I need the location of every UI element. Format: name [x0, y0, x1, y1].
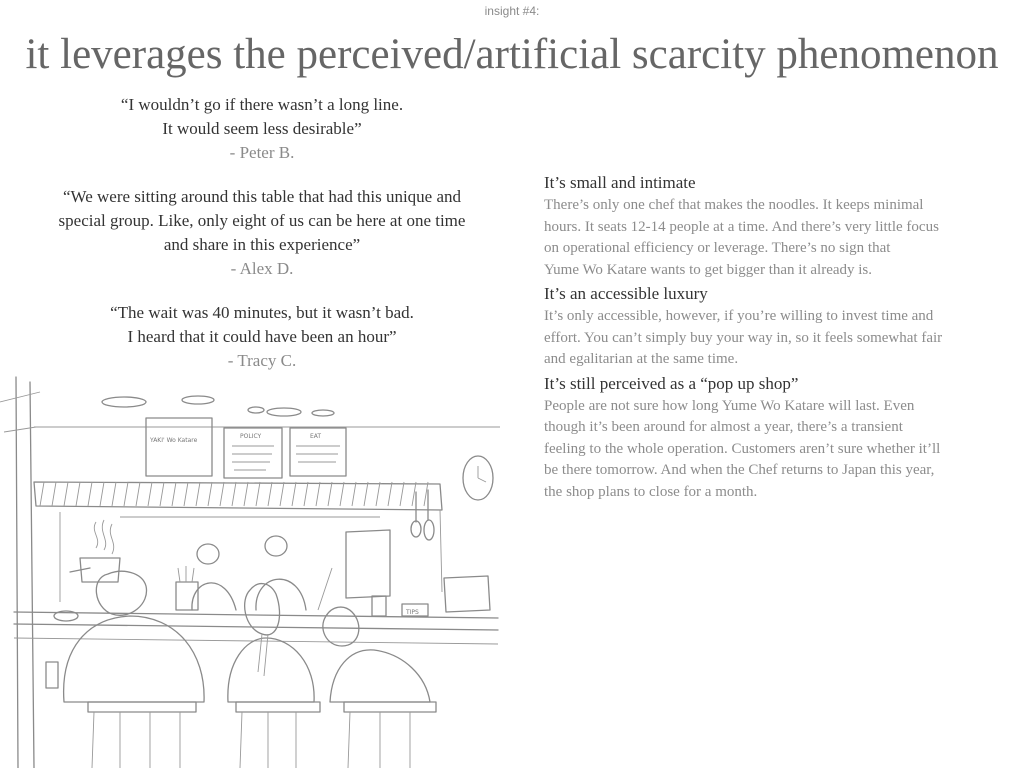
quote-text: and share in this experience”: [163, 235, 361, 254]
insight-heading: It’s still perceived as a “pop up shop”: [544, 373, 799, 393]
insight-small-intimate: [544, 172, 1000, 281]
tip-jar-label: TIPS: [406, 609, 419, 616]
wall-clock: [463, 456, 493, 500]
insight-line: though it’s been around for almost a year, there’s a transient: [544, 419, 903, 435]
ceiling-lights: [102, 396, 334, 416]
policy-sign-label: POLICY: [240, 433, 262, 440]
kitchen-awning: [34, 482, 442, 510]
quote-author: - Peter B.: [229, 143, 295, 162]
quote-text: special group. Like, only eight of us can be here at one time: [58, 211, 466, 230]
quote-tracy: [22, 301, 502, 373]
insight-pop-up-shop: [544, 373, 1000, 504]
ramen-shop-illustration: [0, 372, 505, 768]
quote-text: “The wait was 40 minutes, but it wasn’t bad.: [110, 303, 414, 322]
insight-line: the shop plans to close for a month.: [544, 483, 758, 500]
quote-text: “We were sitting around this table that had this unique and: [62, 187, 462, 206]
menu-sign-label: YAKI' Wo Katare: [150, 437, 198, 444]
hanging-ladles: [411, 490, 434, 540]
insight-body: [544, 396, 1000, 504]
insight-label: insight #4:: [484, 4, 540, 18]
insight-line: on operational efficiency or leverage. There’s no sign that: [544, 240, 891, 256]
insight-line: be there tomorrow. And when the Chef returns to Japan this year,: [544, 462, 935, 478]
quote-peter: [22, 93, 502, 165]
cup: [46, 662, 58, 688]
stools: [88, 702, 436, 768]
insight-heading: It’s small and intimate: [544, 173, 696, 192]
ramen-shop-sketch: [0, 372, 505, 768]
quote-text: “I wouldn’t go if there wasn’t a long line.: [120, 95, 404, 114]
quote-text: I heard that it could have been an hour”: [127, 327, 397, 346]
page-title: it leverages the perceived/artificial scarcity phenomenon: [25, 31, 999, 78]
insight-line: It’s only accessible, however, if you’re willing to invest time and: [544, 308, 934, 324]
quotes-section: [22, 93, 502, 393]
insight-line: feeling to the whole operation. Customers aren’t sure whether it’ll: [544, 440, 941, 457]
eat-sign-label: EAT: [310, 433, 322, 440]
insight-heading: It’s an accessible luxury: [544, 284, 708, 303]
customers: [64, 571, 430, 702]
insight-line: effort. You can’t simply buy your way in, so it feels somewhat fair: [544, 329, 943, 346]
insight-line: There’s only one chef that makes the noodles. It keeps minimal: [544, 197, 924, 213]
quote-text: It would seem less desirable”: [162, 119, 362, 138]
insight-body: [544, 306, 1000, 371]
quote-alex: [22, 185, 502, 281]
quote-author: - Tracy C.: [227, 351, 297, 370]
insight-line: and egalitarian at the same time.: [544, 351, 739, 367]
insight-body: [544, 195, 1000, 281]
quote-author: - Alex D.: [230, 259, 294, 278]
left-pillar: [0, 377, 40, 768]
cooks: [192, 536, 332, 610]
insight-line: People are not sure how long Yume Wo Katare will last. Even: [544, 397, 915, 414]
insight-line: hours. It seats 12-14 people at a time. And there’s very little focus: [544, 218, 939, 235]
kitchen-door: [346, 530, 390, 598]
insight-line: Yume Wo Katare wants to get bigger than it already is.: [544, 261, 873, 278]
insight-accessible-luxury: [544, 283, 1000, 371]
insights-section: [544, 172, 1000, 505]
